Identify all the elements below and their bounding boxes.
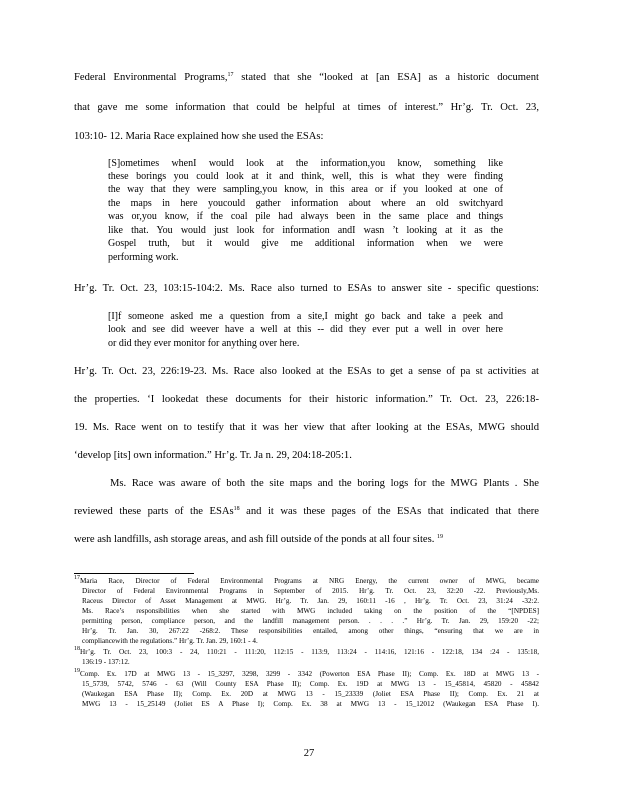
footnote-line: permitting person, compliance person, and the landfill management person. . . . .” Hr’g. Tr. Jan. 29, 159:20 -22;	[82, 617, 539, 625]
quote-line: like that. You would just look for information andI wasn ’t looking at it as the	[108, 225, 503, 236]
footnote-ref-19: 19	[437, 534, 444, 540]
body-line-2: that gave me some information that could be helpful at times of interest.” Hr’g. Tr. Oct. 23,	[74, 102, 539, 113]
footnote-line	[74, 648, 539, 658]
text-segment: stated that she “looked at [an ESA] as a historic document	[233, 72, 539, 83]
text-segment: Comp. Ex. 17D at MWG 13 - 15_3297, 3298, 3299 - 3342 (Powerton ESA Phase II); Comp. Ex. 18D at MWG 13 -	[80, 670, 539, 678]
footnote-line: 15_5739, 5742, 5746 - 63 (Will County ESA Phase II); Comp. Ex. 19D at MWG 13 - 15_45814, 45820 - 45842	[82, 680, 539, 688]
quote-line: the way that they were sampling,you know, in this area or if you looked at one of	[108, 184, 503, 195]
text-segment: Hr’g. Tr. Oct. 23, 100:3 - 24, 110:21 - 111:20, 112:15 - 113:9, 113:24 - 114:16, 121:16 - 122:18, 134 :24 - 135:18,	[80, 648, 539, 656]
body-line-6: the properties. ‘I lookedat these documents for their historic information.” Tr. Oct. 23, 226:18-	[74, 394, 539, 405]
body-line-10	[74, 505, 539, 519]
footnote-number: 18	[74, 646, 80, 652]
footnote-line	[74, 577, 539, 587]
footnote-line	[74, 670, 539, 680]
text-segment: reviewed these parts of the ESAs	[74, 506, 234, 517]
footnote-ref-18: 18	[233, 506, 240, 512]
quote-line: was or,you know, if the coal pile had always been in the same place and things	[108, 211, 503, 222]
footnote-line: (Waukegan ESA Phase II); Comp. Ex. 20D at MWG 13 - 15_23339 (Joliet ESA Phase II); Comp. Ex. 21 at	[82, 690, 539, 698]
body-line-3: 103:10- 12. Maria Race explained how she used the ESAs:	[74, 131, 324, 142]
footnote-number: 19	[74, 668, 80, 674]
body-line-7: 19. Ms. Race went on to testify that it was her view that after looking at the ESAs, MWG should	[74, 422, 539, 433]
footnote-line: Hr’g. Tr. Jan. 30, 267:22 -268:2. These responsibilities entailed, among other things, “ensuring that we are in	[82, 627, 539, 635]
footnote-line: Ms. Race’s responsibilities when she started with MWG included taking on the position of the “[NPDES]	[82, 607, 539, 615]
footnote-line: Director of Federal Environmental Programs in September of 2015. Hr’g. Tr. Oct. 23, 32:20 -22. Previously,Ms.	[82, 587, 539, 595]
quote-line: these borings you could look at it and think, well, this is what they were finding	[108, 171, 503, 182]
body-line-8: ‘develop [its] own information.” Hr’g. Tr. Ja n. 29, 204:18-205:1.	[74, 450, 352, 461]
quote-line: [I]f someone asked me a question from a site,I might go back and take a peek and	[108, 311, 503, 322]
quote-line: performing work.	[108, 252, 179, 263]
text-segment: Maria Race, Director of Federal Environmental Programs at NRG Energy, the current owner of MWG, became	[80, 577, 539, 585]
text-segment: Federal Environmental Programs,	[74, 72, 228, 83]
body-line-1	[74, 71, 539, 85]
footnote-line: 136:19 - 137:12.	[82, 658, 130, 666]
footnote-divider	[74, 573, 194, 574]
footnote-line: Raceus Director of Asset Management at MWG. Hr’g. Tr. Jan. 29, 160:11 -16 , Hr’g. Tr. Oct. 23, 31:24 -32:2.	[82, 597, 539, 605]
body-line-5: Hr’g. Tr. Oct. 23, 226:19-23. Ms. Race also looked at the ESAs to get a sense of pa st activities at	[74, 366, 539, 377]
body-line-11	[74, 533, 539, 547]
footnote-number: 17	[74, 575, 80, 581]
quote-line: the maps in here youcould gather information about where an old switchyard	[108, 198, 503, 209]
footnote-ref-17: 17	[227, 72, 234, 78]
quote-line: look and see did weever have a well at this -- did they ever put a well in over here	[108, 324, 503, 335]
body-line-9: Ms. Race was aware of both the site maps and the boring logs for the MWG Plants . She	[110, 478, 539, 489]
quote-line: [S]ometimes whenI would look at the information,you know, something like	[108, 158, 503, 169]
footnote-line: MWG 13 - 15_25149 (Joliet ES A Phase I); Comp. Ex. 38 at MWG 13 - 15_12012 (Waukegan ESA Phase I).	[82, 700, 539, 708]
text-segment: and it was these pages of the ESAs that indicated that there	[239, 506, 540, 517]
quote-line: Gospel truth, but it would give me additional information when we were	[108, 238, 503, 249]
body-line-4: Hr’g. Tr. Oct. 23, 103:15-104:2. Ms. Race also turned to ESAs to answer site - specific questions:	[74, 283, 539, 294]
page-number: 27	[303, 748, 315, 759]
footnote-line: compliancewith the regulations.” Hr’g. Tr. Jan. 29, 160:1 - 4.	[82, 637, 258, 645]
quote-line: or did they ever monitor for anything over here.	[108, 338, 300, 349]
text-segment: were ash landfills, ash storage areas, and ash fill outside of the ponds at all four sites.	[74, 534, 435, 545]
